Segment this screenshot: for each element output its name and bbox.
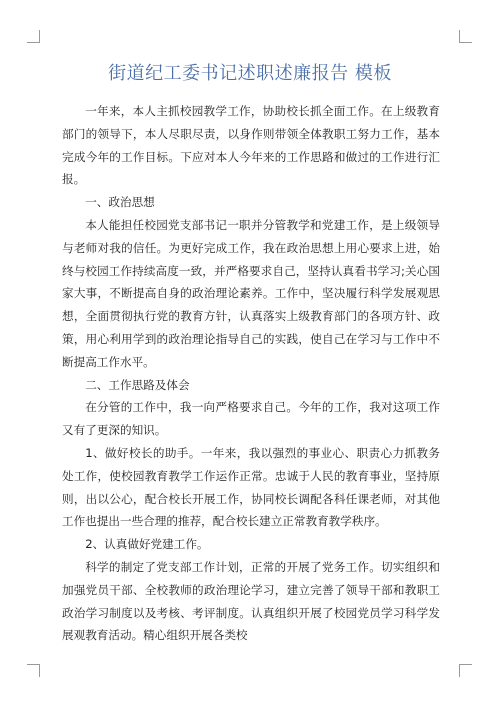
section-heading-work: 二、工作思路及体会 xyxy=(85,377,190,392)
crop-mark-top-right xyxy=(459,30,472,43)
document-title: 街道纪工委书记述职述廉报告 模板 xyxy=(108,63,392,84)
paragraph-politics: 本人能担任校园党支部书记一职并分管教学和党建工作，是上级领导与老师对我的信任。为更好完成工作，我在政治思想上用心要求上进，始终与校园工作持续高度一致，并严格要求自己，坚持认真看书学习;关心国家大事，不断提高自身的政治理论素养。工作中，坚决履行科学发展观思想，全面贯彻执行党的教育方针，认真落实上级教育部门的各项方针、政策，用心利用学到的政治理论指导自己的实践，使自己在学习与工作中不断提高工作水平。 xyxy=(62,217,440,369)
crop-mark-top-left xyxy=(27,30,40,43)
document-body xyxy=(62,100,440,647)
crop-mark-bottom-left xyxy=(27,664,40,677)
paragraph-party: 科学的制定了党支部工作计划，正常的开展了党务工作。切实组织和加强党员干部、全校教师的政治理论学习，建立完善了领导干部和教职工政治学习制度以及考核、考评制度。认真组织开展了校园党员学习科学发展观教育活动。精心组织开展各类校 xyxy=(62,559,440,643)
paragraph-assistant: 1、做好校长的助手。一年来，我以强烈的事业心、职责心力抓教务处工作，使校园教育教学工作运作正常。忠诚于人民的教育事业，坚持原则，出以公心，配合校长开展工作，协同校长调配各科任课老师，对其他工作也提出一些合理的推荐，配合校长建立正常教育教学秩序。 xyxy=(62,445,440,529)
subheading-party: 2、认真做好党建工作。 xyxy=(85,537,209,552)
section-heading-politics: 一、政治思想 xyxy=(85,195,155,210)
paragraph-intro: 一年来，本人主抓校园教学工作，协助校长抓全面工作。在上级教育部门的领导下，本人尽职尽责，以身作则带领全体教职工努力工作，基本完成今年的工作目标。下应对本人今年来的工作思路和做过的工作进行汇报。 xyxy=(62,104,440,187)
crop-mark-bottom-right xyxy=(459,664,472,677)
paragraph-work-intro: 在分管的工作中，我一向严格要求自己。今年的工作，我对这项工作又有了更深的知识。 xyxy=(62,400,440,438)
